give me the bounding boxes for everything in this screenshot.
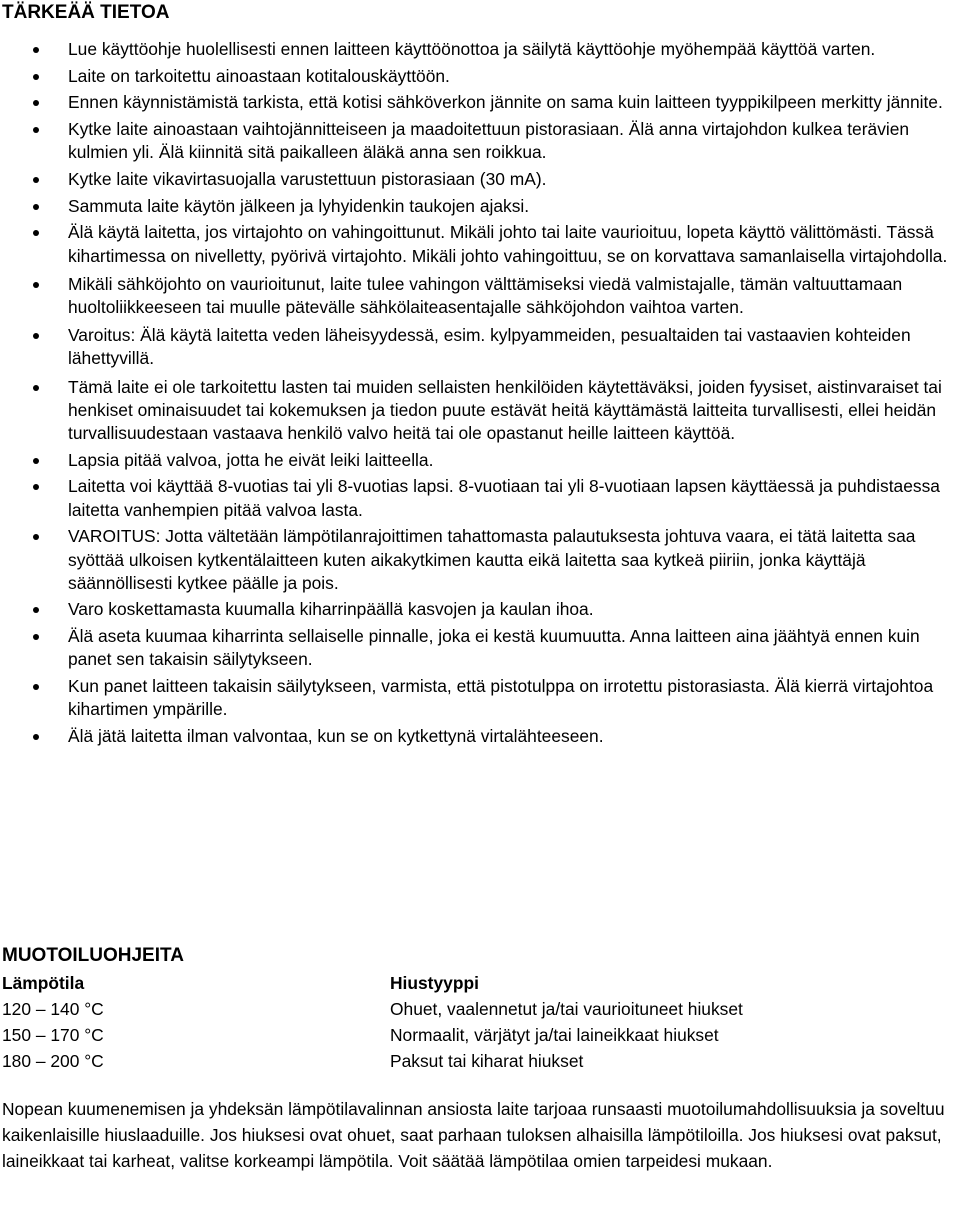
bullet-icon — [33, 47, 39, 53]
list-item — [0, 118, 960, 164]
bullet-icon — [33, 484, 39, 490]
temperature-cell: 150 – 170 °C — [2, 1025, 104, 1045]
list-item — [0, 324, 960, 370]
list-item — [0, 65, 960, 88]
list-item — [0, 38, 960, 61]
list-item-text: Kytke laite vikavirtasuojalla varustettuun pistorasiaan (30 mA). — [68, 169, 547, 190]
list-item-text: Sammuta laite käytön jälkeen ja lyhyidenkin taukojen ajaksi. — [68, 195, 530, 216]
bullet-icon — [33, 385, 39, 391]
list-item — [0, 376, 960, 446]
list-item-text: VAROITUS: Jotta vältetään lämpötilanrajoittimen tahattomasta palautuksesta johtuva vaara, ei tätä laitetta saa syöttää ulkoisen kytkentälaitteen kuten aikakytkimen kautta eikä laitetta saa kytkeä piiriin, jonka käyttäjä säännöllisesti kytkee päälle ja pois. — [68, 526, 916, 593]
important-info-heading: TÄRKEÄÄ TIETOA — [2, 2, 170, 23]
styling-tips-heading: MUOTOILUOHJEITA — [2, 945, 184, 966]
list-item — [0, 625, 960, 671]
list-item — [0, 449, 960, 472]
list-item-text: Laite on tarkoitettu ainoastaan kotitalouskäyttöön. — [68, 65, 450, 86]
table-row — [0, 996, 960, 1022]
bullet-icon — [33, 333, 39, 339]
bullet-icon — [33, 74, 39, 80]
list-item-text: Älä käytä laitetta, jos virtajohto on vahingoittunut. Mikäli johto tai laite vaurioituu, lopeta käyttö välittömästi. Tässä kihartimessa on nivelletty, pyörivä virtajohto. Mikäli johto vahingoittuu, se on korvattava samanlaisella virtajohdolla. — [68, 222, 948, 266]
list-item-text: Kun panet laitteen takaisin säilytykseen, varmista, että pistotulppa on irrotettu pistorasiasta. Älä kierrä virtajohtoa kihartimen ympärille. — [68, 676, 934, 720]
list-item-text: Älä jätä laitetta ilman valvontaa, kun se on kytkettynä virtalähteeseen. — [68, 725, 604, 746]
safety-instructions-list — [0, 38, 960, 752]
bullet-icon — [33, 607, 39, 613]
bullet-icon — [33, 177, 39, 183]
bullet-icon — [33, 204, 39, 210]
hair-type-cell: Ohuet, vaalennetut ja/tai vaurioituneet hiukset — [390, 999, 743, 1019]
list-item-text: Ennen käynnistämistä tarkista, että kotisi sähköverkon jännite on sama kuin laitteen tyyppikilpeen merkitty jännite. — [68, 92, 943, 113]
styling-closing-paragraph: Nopean kuumenemisen ja yhdeksän lämpötilavalinnan ansiosta laite tarjoaa runsaasti muotoilumahdollisuuksia ja soveltuu kaikenlaisille hiuslaaduille. Jos hiuksesi ovat ohuet, saat parhaan tuloksen alhaisilla lämpötiloilla. Jos hiuksesi ovat paksut, laineikkaat tai karheat, valitse korkeampi lämpötila. Voit säätää lämpötilaa omien tarpeidesi mukaan. — [2, 1099, 945, 1171]
list-item-text: Lapsia pitää valvoa, jotta he eivät leiki laitteella. — [68, 449, 434, 470]
list-item-text: Mikäli sähköjohto on vaurioitunut, laite tulee vahingon välttämiseksi viedä valmistajalle, tämän valtuuttamaan huoltoliikkeeseen tai muulle pätevälle sähkölaiteasentajalle sähköjohdon vaihtoa varten. — [68, 273, 903, 318]
list-item — [0, 273, 960, 319]
bullet-icon — [33, 127, 39, 133]
list-item-text: Lue käyttöohje huolellisesti ennen laitteen käyttöönottoa ja säilytä käyttöohje myöhempää käyttöä varten. — [68, 39, 876, 59]
list-item — [0, 675, 960, 721]
temperature-cell: 180 – 200 °C — [2, 1051, 104, 1071]
bullet-icon — [33, 684, 39, 690]
list-item-text: Varoitus: Älä käytä laitetta veden läheisyydessä, esim. kylpyammeiden, pesualtaiden tai vastaavien kohteiden lähettyvillä. — [68, 325, 911, 369]
list-item-text: Älä aseta kuumaa kiharrinta sellaiselle pinnalle, joka ei kestä kuumuutta. Anna laitteen aina jäähtyä ennen kuin panet sen takaisin säilytykseen. — [68, 626, 920, 670]
bullet-icon — [33, 534, 39, 540]
list-item-text: Kytke laite ainoastaan vaihtojännitteiseen ja maadoitettuun pistorasiaan. Älä anna virtajohdon kulkea terävien kulmien yli. Älä kiinnitä sitä paikalleen äläkä anna sen roikkua. — [68, 119, 910, 163]
table-header-row — [0, 970, 960, 996]
bullet-icon — [33, 458, 39, 464]
list-item — [0, 195, 960, 218]
table-row — [0, 1022, 960, 1048]
list-item-text: Tämä laite ei ole tarkoitettu lasten tai muiden sellaisten henkilöiden käytettäväksi, joiden fyysiset, aistinvaraiset tai henkiset ominaisuudet tai kokemuksen ja tiedon puute estävät heitä käyttämästä laitteita turvallisesti, ellei heidän turvallisuudestaan vastaava henkilö valvo heitä tai ole opastanut heille laitteen käyttöä. — [68, 376, 942, 444]
bullet-icon — [33, 100, 39, 106]
list-item — [0, 475, 960, 521]
temperature-table — [0, 970, 960, 1074]
list-item — [0, 598, 960, 621]
bullet-icon — [33, 634, 39, 640]
list-item — [0, 525, 960, 595]
list-item — [0, 725, 960, 748]
bullet-icon — [33, 734, 39, 740]
list-item — [0, 168, 960, 191]
hair-type-column-header: Hiustyyppi — [390, 973, 479, 993]
hair-type-cell: Paksut tai kiharat hiukset — [390, 1051, 584, 1071]
list-item — [0, 221, 960, 267]
hair-type-cell: Normaalit, värjätyt ja/tai laineikkaat hiukset — [390, 1025, 719, 1045]
list-item — [0, 91, 960, 114]
bullet-icon — [33, 282, 39, 288]
bullet-icon — [33, 230, 39, 236]
list-item-text: Varo koskettamasta kuumalla kiharrinpäällä kasvojen ja kaulan ihoa. — [68, 599, 594, 620]
list-item-text: Laitetta voi käyttää 8-vuotias tai yli 8-vuotias lapsi. 8-vuotiaan tai yli 8-vuotiaan lapsen käyttäessä ja puhdistaessa laitetta vanhempien pitää valvoa lasta. — [68, 476, 940, 520]
table-row — [0, 1048, 960, 1074]
temperature-column-header: Lämpötila — [2, 973, 85, 993]
temperature-cell: 120 – 140 °C — [2, 999, 104, 1019]
